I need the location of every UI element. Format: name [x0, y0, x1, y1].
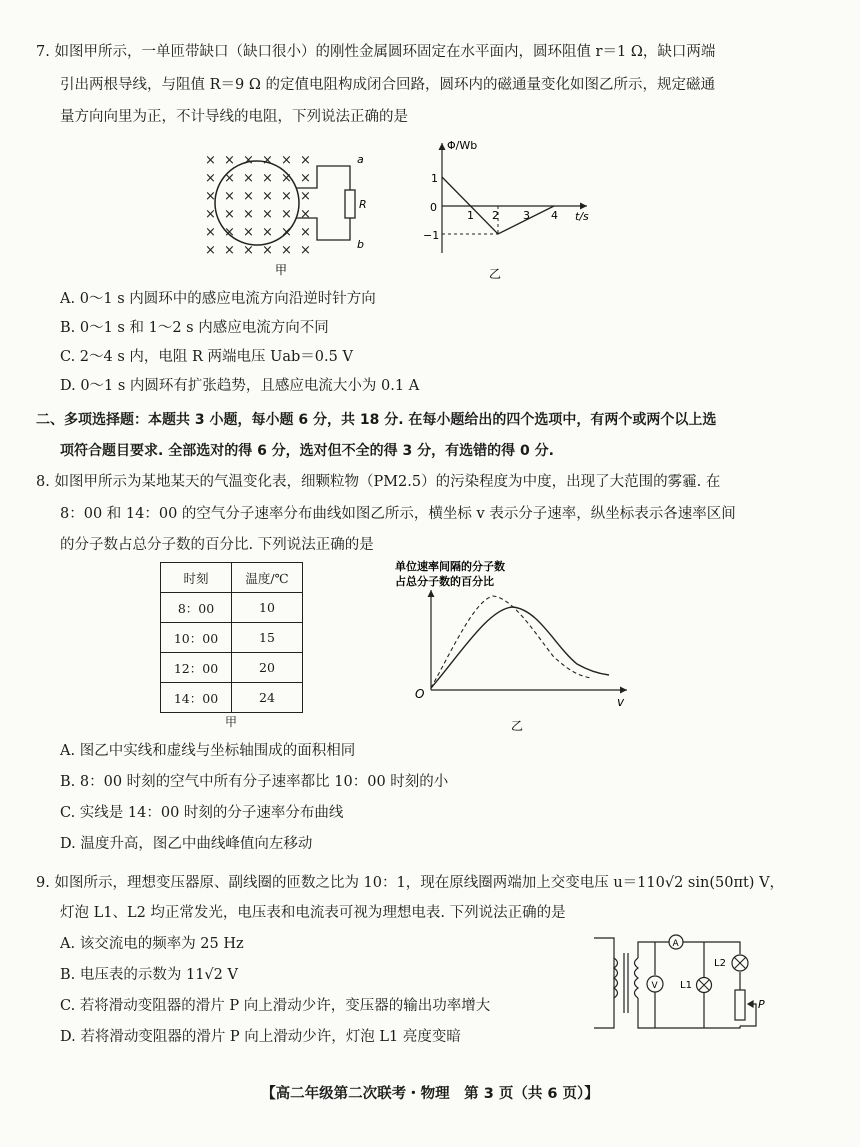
field-cross-icon: × — [281, 171, 292, 186]
field-cross-icon: × — [262, 189, 273, 204]
field-cross-icon: × — [262, 243, 273, 258]
q7-figure-jia — [195, 148, 385, 278]
q9-option-c: C. 若将滑动变阻器的滑片 P 向上滑动少许，变压器的输出功率增大 — [60, 998, 491, 1014]
page-footer: 【高二年级第二次联考・物理 第 3 页（共 6 页）】 — [261, 1086, 599, 1102]
table-header-time: 时刻 — [161, 563, 232, 593]
field-cross-icon: × — [262, 225, 273, 240]
table-cell: 14：00 — [161, 683, 232, 713]
field-cross-icon: × — [243, 153, 254, 168]
field-cross-icon: × — [262, 207, 273, 222]
secondary-coil — [635, 958, 639, 998]
q8-stem-line-1: 8. 如图甲所示为某地某天的气温变化表，细颗粒物（PM2.5）的污染程度为中度，出现了大范围的雾霾. 在 — [36, 474, 721, 490]
field-cross-icon: × — [300, 225, 311, 240]
field-cross-icon: × — [300, 207, 311, 222]
field-cross-icon: × — [243, 189, 254, 204]
q8-ylabel-1: 单位速率间隔的分子数 — [395, 560, 505, 573]
field-cross-icon: × — [243, 207, 254, 222]
field-cross-icon: × — [224, 243, 235, 258]
q8-x-label: v — [617, 695, 625, 709]
q9-stem-line-2: 灯泡 L1、L2 均正常发光，电压表和电流表可视为理想电表. 下列说法正确的是 — [60, 905, 566, 921]
xtick-1: 1 — [467, 209, 474, 222]
field-cross-icon: × — [281, 207, 292, 222]
table-row — [161, 623, 303, 653]
q7-figure-yi — [415, 135, 600, 285]
field-cross-icon: × — [224, 171, 235, 186]
field-cross-icon: × — [205, 207, 216, 222]
xtick-2: 2 — [492, 209, 499, 222]
origin-label: 0 — [430, 201, 437, 214]
field-cross-icon: × — [205, 189, 216, 204]
dashed-curve — [431, 596, 591, 688]
q8-option-a: A. 图乙中实线和虚线与坐标轴围成的面积相同 — [60, 743, 356, 759]
ytick-minus-1: −1 — [423, 229, 440, 242]
q7-stem-line-2: 引出两根导线，与阻值 R＝9 Ω 的定值电阻构成闭合回路，圆环内的磁通量变化如图乙所示，规定磁通 — [60, 77, 715, 93]
field-cross-icon: × — [243, 243, 254, 258]
q7-stem-line-1: 7. 如图甲所示，一单匝带缺口（缺口很小）的刚性金属圆环固定在水平面内，圆环阻值 r＝1 Ω，缺口两端 — [36, 44, 716, 60]
xtick-3: 3 — [523, 209, 530, 222]
table-cell: 10：00 — [161, 623, 232, 653]
field-cross-icon: × — [281, 153, 292, 168]
field-cross-icon: × — [205, 153, 216, 168]
field-cross-icon: × — [281, 243, 292, 258]
q7-stem-line-3: 量方向向里为正，不计导线的电阻，下列说法正确的是 — [60, 109, 408, 125]
q7-option-a: A. 0～1 s 内圆环中的感应电流方向沿逆时针方向 — [60, 291, 376, 307]
field-cross-icon: × — [262, 153, 273, 168]
q9-stem-line-1: 9. 如图所示，理想变压器原、副线圈的匝数之比为 10：1，现在原线圈两端加上交变电压 u＝110√2 sin(50πt) V， — [36, 875, 785, 891]
q8-caption-jia: 甲 — [225, 715, 238, 729]
q9-circuit — [592, 928, 767, 1040]
field-cross-icon: × — [224, 225, 235, 240]
field-cross-icon: × — [205, 171, 216, 186]
q8-option-b: B. 8：00 时刻的空气中所有分子速率都比 10：00 时刻的小 — [60, 774, 449, 790]
field-cross-icon: × — [262, 171, 273, 186]
ytick-1: 1 — [431, 172, 438, 185]
q8-stem-line-3: 的分子数占总分子数的百分比. 下列说法正确的是 — [60, 537, 374, 553]
field-cross-icon: × — [281, 189, 292, 204]
lamp2-label: L2 — [714, 958, 726, 969]
table-cell: 12：00 — [161, 653, 232, 683]
q9-option-b: B. 电压表的示数为 11√2 V — [60, 967, 238, 983]
q9-option-a: A. 该交流电的频率为 25 Hz — [60, 936, 244, 952]
table-cell: 10 — [232, 593, 303, 623]
label-a: a — [357, 153, 364, 166]
ammeter-label: A — [672, 939, 679, 949]
q8-origin: O — [415, 687, 425, 701]
field-cross-icon: × — [300, 189, 311, 204]
table-cell: 15 — [232, 623, 303, 653]
section2-header-line-1: 二、多项选择题：本题共 3 小题，每小题 6 分，共 18 分. 在每小题给出的四个选项中，有两个或两个以上选 — [36, 412, 717, 428]
phi-axis-label: Φ/Wb — [447, 139, 478, 152]
q7-caption-jia: 甲 — [275, 263, 288, 277]
field-cross-icon: × — [224, 153, 235, 168]
q9-option-d: D. 若将滑动变阻器的滑片 P 向上滑动少许，灯泡 L1 亮度变暗 — [60, 1029, 461, 1045]
q8-stem-line-2: 8：00 和 14：00 的空气分子速率分布曲线如图乙所示，横坐标 v 表示分子速率，纵坐标表示各速率区间 — [60, 506, 736, 522]
field-cross-icon: × — [300, 243, 311, 258]
field-cross-icon: × — [300, 171, 311, 186]
label-R: R — [359, 198, 367, 211]
slider-label: P — [758, 998, 765, 1011]
lamp2-icon — [732, 955, 748, 971]
table-cell: 20 — [232, 653, 303, 683]
xtick-4: 4 — [551, 209, 558, 222]
table-cell: 8：00 — [161, 593, 232, 623]
temperature-table — [160, 562, 303, 713]
table-row — [161, 593, 303, 623]
table-row — [161, 683, 303, 713]
field-cross-icon: × — [205, 243, 216, 258]
q7-option-b: B. 0～1 s 和 1～2 s 内感应电流方向不同 — [60, 320, 329, 336]
q8-caption-yi: 乙 — [511, 719, 524, 733]
field-cross-icon: × — [243, 171, 254, 186]
field-cross-icon: × — [205, 225, 216, 240]
q8-ylabel-2: 占总分子数的百分比 — [395, 575, 494, 588]
lamp1-label: L1 — [680, 980, 692, 991]
field-cross-icon: × — [224, 189, 235, 204]
field-cross-icon: × — [300, 153, 311, 168]
voltmeter-label: V — [651, 981, 658, 991]
t-axis-label: t/s — [575, 210, 589, 223]
table-header-temp: 温度/℃ — [232, 563, 303, 593]
q8-option-d: D. 温度升高，图乙中曲线峰值向左移动 — [60, 836, 313, 852]
lamp1-icon — [697, 978, 712, 993]
q7-caption-yi: 乙 — [489, 267, 502, 281]
field-cross-icon: × — [224, 207, 235, 222]
table-cell: 24 — [232, 683, 303, 713]
q7-option-d: D. 0～1 s 内圆环有扩张趋势，且感应电流大小为 0.1 A — [60, 378, 420, 394]
table-header-row — [161, 563, 303, 593]
field-cross-icon: × — [281, 225, 292, 240]
table-row — [161, 653, 303, 683]
resistor-R — [345, 190, 355, 218]
section2-header-line-2: 项符合题目要求. 全部选对的得 6 分，选对但不全的得 3 分，有选错的得 0 分. — [60, 443, 554, 459]
q8-option-c: C. 实线是 14：00 时刻的分子速率分布曲线 — [60, 805, 344, 821]
q7-option-c: C. 2～4 s 内，电阻 R 两端电压 Uab＝0.5 V — [60, 349, 353, 365]
field-cross-icon: × — [243, 225, 254, 240]
q8-figure-yi — [395, 558, 635, 738]
label-b: b — [357, 238, 364, 251]
